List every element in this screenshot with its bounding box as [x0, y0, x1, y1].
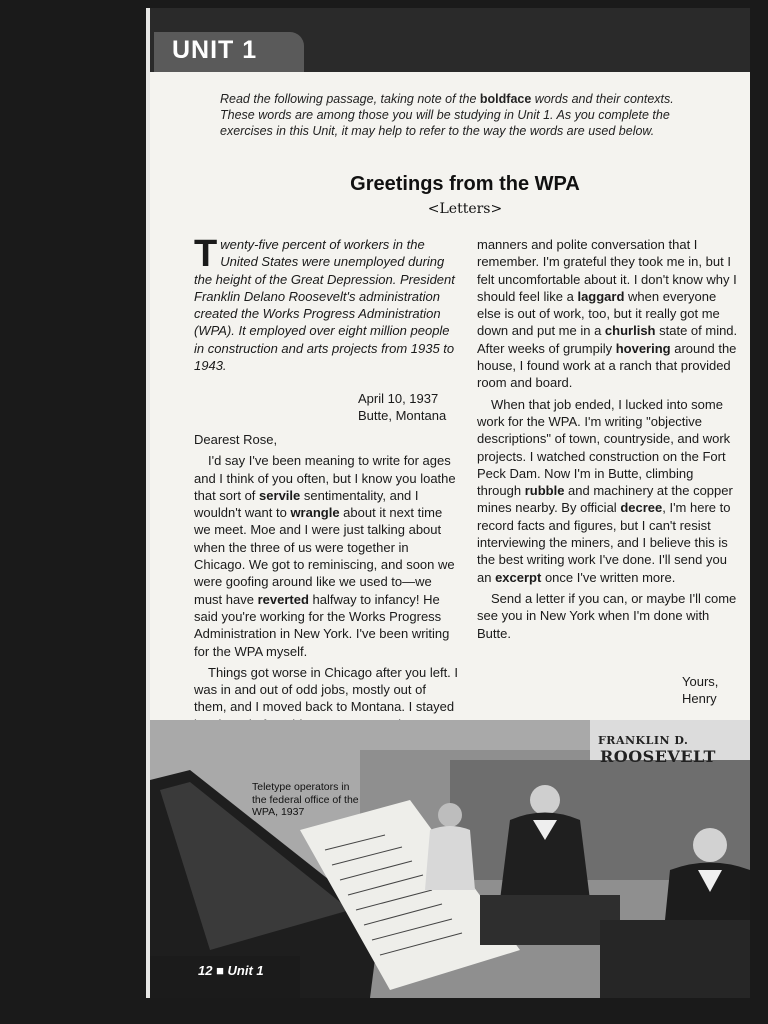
paragraph-2: Things got worse in Chicago after you left. I was in and out of odd jobs, mostly out of them, and I moved back to Montana. I stayed — [194, 664, 462, 750]
vocab-excerpt: excerpt — [495, 569, 542, 585]
letter-date: April 10, 1937 — [358, 391, 439, 406]
left-column — [194, 233, 456, 374]
salutation: Dearest Rose, — [194, 432, 278, 447]
article-title: Greetings from the WPA — [350, 173, 580, 195]
vocab-churlish: churlish — [604, 323, 656, 339]
unit-banner — [150, 8, 750, 72]
letter-left-column — [194, 431, 462, 754]
letter-place: Butte, Montana — [358, 408, 447, 423]
vocab-servile: servile — [259, 487, 301, 503]
teletype-photo — [150, 720, 750, 998]
paragraph-2-continued: manners and polite conversation that I remember. I'm grateful they took me in, but I felt uncomfortable about it. I don't know why I should feel like a laggard when everyone else is out of work, too, but it really got me down and put me in a churlish state of mind. After weeks of grumpily hovering around the house, I found work at a ranch that provided room and board. — [477, 237, 738, 391]
vocab-decree: decree — [620, 500, 663, 516]
vocab-wrangle: wrangle — [290, 505, 340, 521]
article-subtitle: <Letters> — [427, 201, 503, 217]
vocab-rubble: rubble — [524, 483, 565, 499]
textbook-page — [150, 8, 750, 998]
sign-top-text: FRANKLIN D. — [598, 734, 689, 747]
paragraph-1: I'd say I've been meaning to write for ages and I think of you often, but I know you loathe that sort of servile sentimentality, and I wouldn't want to wrangle about it next time we meet. Moe and I were just talking about when the three of us were together in Chicago. We got to reminiscing, and soon we were goofing around like we used to—we must have reverted halfway to infancy! He said you're working for the Works Progress Administration in New York. I've been writing for the WPA myself. — [194, 453, 456, 659]
vocab-laggard: laggard — [577, 288, 625, 304]
intro-bold-word: boldface — [479, 92, 532, 106]
paragraph-4: Send a letter if you can, or maybe I'll come see you in New York when I'm done with Butte. — [477, 590, 737, 641]
intro-instructions: Read the following passage, taking note of the boldface words and their contexts. These words are among those you will be studying in Unit 1. As you complete the exercises in this Unit, it may help to refer to the way the words are used below. — [220, 92, 674, 138]
paragraph-3: When that job ended, I lucked into some work for the WPA. I'm writing "objective descriptions" of town, countryside, and work projects. I watched construction on the Fort Peck Dam. Now I'm in Butte, climbing through rubble and machinery at the copper mines nearby. By official decree, I'm here to record facts and figures, but I can't resist interviewing the miners, and I believe this is the best writing work I've done. I'll send you an excerpt once I've written more. — [477, 396, 733, 585]
drop-cap: T — [194, 233, 218, 275]
vocab-reverted: reverted — [257, 591, 309, 607]
signoff — [682, 673, 718, 707]
vocab-hovering: hovering — [615, 340, 671, 356]
photo-caption: Teletype operators in the federal office of the WPA, 1937 — [252, 781, 359, 818]
closing: Yours, — [682, 674, 719, 689]
signature: Henry — [682, 691, 717, 706]
lead-paragraph: Twenty-five percent of workers in the United States were unemployed during the height of the Great Depression. President Franklin Delano Roosevelt's administration created the Works Progress Administration (WPA). It employed over eight million people in construction and arts projects from 1935 to 1943. — [194, 233, 455, 374]
roosevelt-sign: ROOSEVELT — [600, 747, 716, 766]
right-column — [477, 236, 739, 646]
dateline — [358, 390, 446, 424]
unit-title: UNIT 1 — [172, 36, 258, 64]
page-footer: 12 ■ Unit 1 — [198, 963, 264, 978]
